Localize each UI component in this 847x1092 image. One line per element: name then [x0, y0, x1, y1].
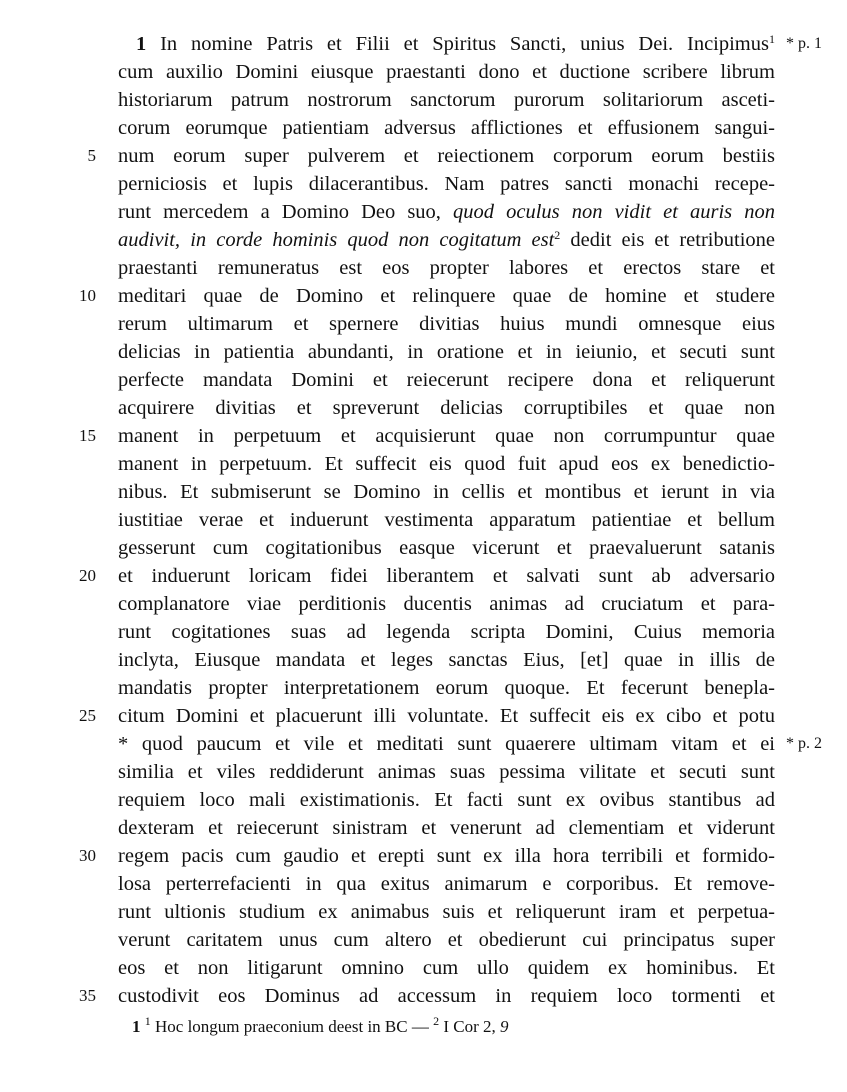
- text-line-24: mandatis propter interpretationem eorum quoque. Et fecerunt benepla-: [118, 677, 775, 699]
- text-line-1: 1 In nomine Patris et Filii et Spiritus Sancti, unius Dei. Incipimus$^1$: [136, 32, 775, 55]
- text-line-20: et induerunt loricam fidei liberantem et salvati sunt ab adversario: [118, 565, 775, 587]
- margin-page-ref-p1: * p. 1: [786, 35, 822, 52]
- line-number-20: 20: [79, 566, 96, 585]
- text-line-4: corum eorumque patientiam adversus afflictiones et effusionem sangui-: [118, 117, 775, 139]
- text-line-2: cum auxilio Domini eiusque praestanti dono et ductione scribere librum: [118, 61, 775, 83]
- text-line-29: dexteram et reiecerunt sinistram et venerunt ad clementiam et viderunt: [118, 817, 775, 839]
- text-line-18: iustitiae verae et induerunt vestimenta apparatum patientiae et bellum: [118, 509, 775, 531]
- text-line-22: runt cogitationes suas ad legenda scripta Domini, Cuius memoria: [118, 621, 775, 643]
- text-line-33: verunt caritatem unus cum altero et obedierunt cui principatus super: [118, 929, 775, 951]
- text-line-19: gesserunt cum cogitationibus easque vicerunt et praevaluerunt satanis: [118, 537, 775, 559]
- section-number: 1: [136, 33, 147, 55]
- text-line-5: num eorum super pulverem et reiectionem corporum eorum bestiis: [118, 145, 775, 167]
- line-number-5: 5: [87, 146, 96, 165]
- footnote-section-number: 1: [132, 1017, 141, 1036]
- footnote-ref-2: 2: [554, 228, 561, 242]
- text-line-11: rerum ultimarum et spernere divitias huius mundi omnesque eius: [118, 313, 775, 335]
- margin-page-ref-p2: * p. 2: [786, 735, 822, 752]
- text-line-35: custodivit eos Dominus ad accessum in requiem loco tormenti et: [118, 985, 775, 1007]
- text-line-15: manent in perpetuum et acquisierunt quae non corrumpuntur quae: [118, 425, 775, 447]
- text-line-16: manent in perpetuum. Et suffecit eis quod fuit apud eos ex benedictio-: [118, 453, 775, 475]
- text-line-21: complanatore viae perditionis ducentis animas ad cruciatum et para-: [118, 593, 775, 615]
- italic-quotation: quod oculus non vidit et auris non: [453, 201, 775, 223]
- text-line-8: audivit, in corde hominis quod non cogitatum est$^2$ dedit eis et retributione: [118, 228, 775, 251]
- text-line-23: inclyta, Eiusque mandata et leges sanctas Eius, [et] quae in illis de: [118, 649, 775, 671]
- text-line-7: runt mercedem a Domino Deo suo, quod oculus non vidit et auris non: [118, 201, 775, 223]
- text-line-28: requiem loco mali existimationis. Et facti sunt ex ovibus stantibus ad: [118, 789, 775, 811]
- text-line-10: meditari quae de Domino et relinquere quae de homine et studere: [118, 285, 775, 307]
- italic-quotation: audivit, in corde hominis quod non cogitatum est: [118, 229, 555, 251]
- text-line-31: losa perterrefacienti in qua exitus animarum e corporibus. Et remove-: [118, 873, 775, 895]
- text-line-6: perniciosis et lupis dilacerantibus. Nam patres sancti monachi recepe-: [118, 173, 775, 195]
- text-line-13: perfecte mandata Domini et reiecerunt recipere dona et reliquerunt: [118, 369, 775, 391]
- text-line-27: similia et viles reddiderunt animas suas pessima vilitate et secuti sunt: [118, 761, 775, 783]
- text-line-25: citum Domini et placuerunt illi voluntate. Et suffecit eis ex cibo et potu: [118, 705, 775, 727]
- text-line-32: runt ultionis studium ex animabus suis et reliquerunt iram et perpetua-: [118, 901, 775, 923]
- line-number-10: 10: [79, 286, 96, 305]
- line-number-35: 35: [79, 986, 96, 1005]
- footnote: 1 $^1$ Hoc longum praeconium deest in BC — $^2$ I Cor 2, 9: [132, 1014, 509, 1036]
- line-number-25: 25: [79, 706, 96, 725]
- text-line-26: * quod paucum et vile et meditati sunt quaerere ultimam vitam et ei: [118, 733, 775, 755]
- text-line-14: acquirere divitias et spreverunt delicias corruptibiles et quae non: [118, 397, 775, 419]
- text-line-12: delicias in patientia abundanti, in oratione et in ieiunio, et secuti sunt: [118, 341, 775, 363]
- text-line-3: historiarum patrum nostrorum sanctorum purorum solitariorum asceti-: [118, 89, 775, 111]
- text-line-17: nibus. Et submiserunt se Domino in cellis et montibus et ierunt in via: [118, 481, 775, 503]
- text-line-30: regem pacis cum gaudio et erepti sunt ex illa hora terribili et formido-: [118, 845, 775, 867]
- footnote-ref-1: 1: [769, 32, 775, 46]
- text-line-9: praestanti remuneratus est eos propter labores et erectos stare et: [118, 257, 775, 279]
- line-number-15: 15: [79, 426, 96, 445]
- text-line-34: eos et non litigarunt omnino cum ullo quidem ex hominibus. Et: [118, 957, 775, 979]
- line-number-30: 30: [79, 846, 96, 865]
